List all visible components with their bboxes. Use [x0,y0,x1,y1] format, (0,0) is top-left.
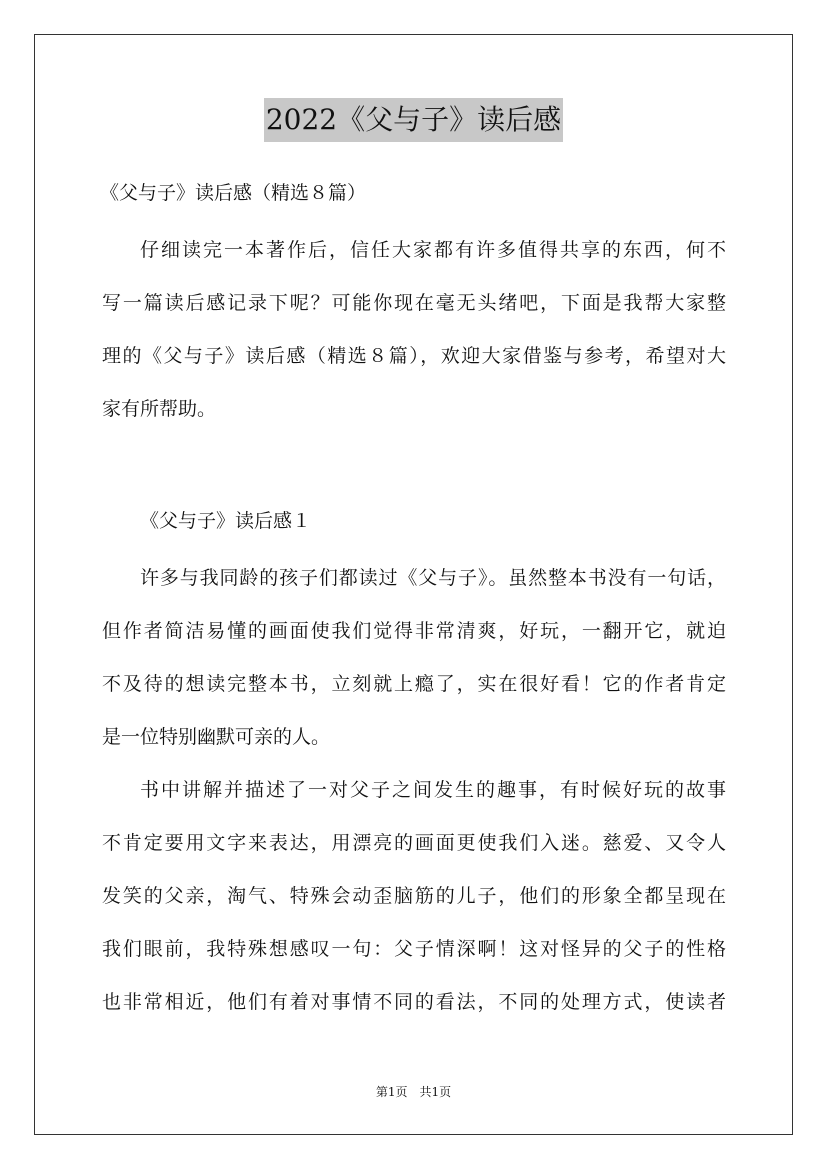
paragraph-line: 但作者简洁易懂的画面使我们觉得非常清爽，好玩，一翻开它，就迫 [102,620,726,642]
intro-line: 仔细读完一本著作后，信任大家都有许多值得共享的东西，何不 [140,239,726,261]
paragraph-line: 是一位特别幽默可亲的人。 [102,726,331,748]
title-container [0,98,827,142]
paragraph-line: 不肯定要用文字来表达，用漂亮的画面更使我们入迷。慈爱、又令人 [102,832,726,854]
page-footer: 第1页 共1页 [375,1085,452,1099]
intro-line: 写一篇读后感记录下呢？可能你现在毫无头绪吧，下面是我帮大家整 [102,292,726,314]
paragraph-line: 书中讲解并描述了一对父子之间发生的趣事，有时候好玩的故事 [140,779,726,801]
paragraph-line: 也非常相近，他们有着对事情不同的看法，不同的处理方式，使读者 [102,991,726,1013]
document-subtitle: 《父与子》读后感（精选８篇） [100,182,367,204]
paragraph-line: 不及待的想读完整本书，立刻就上瘾了，实在很好看！它的作者肯定 [102,673,726,695]
document-title: 2022《父与子》读后感 [264,98,563,142]
paragraph-line: 发笑的父亲，淘气、特殊会动歪脑筋的儿子，他们的形象全都呈现在 [102,885,726,907]
paragraph-line: 许多与我同龄的孩子们都读过《父与子》。虽然整本书没有一句话， [140,567,726,589]
intro-line: 家有所帮助。 [102,398,217,420]
intro-line: 理的《父与子》读后感（精选８篇），欢迎大家借鉴与参考，希望对大 [102,345,726,367]
section-heading: 《父与子》读后感１ [140,510,312,532]
paragraph-line: 我们眼前，我特殊想感叹一句：父子情深啊！这对怪异的父子的性格 [102,938,726,960]
